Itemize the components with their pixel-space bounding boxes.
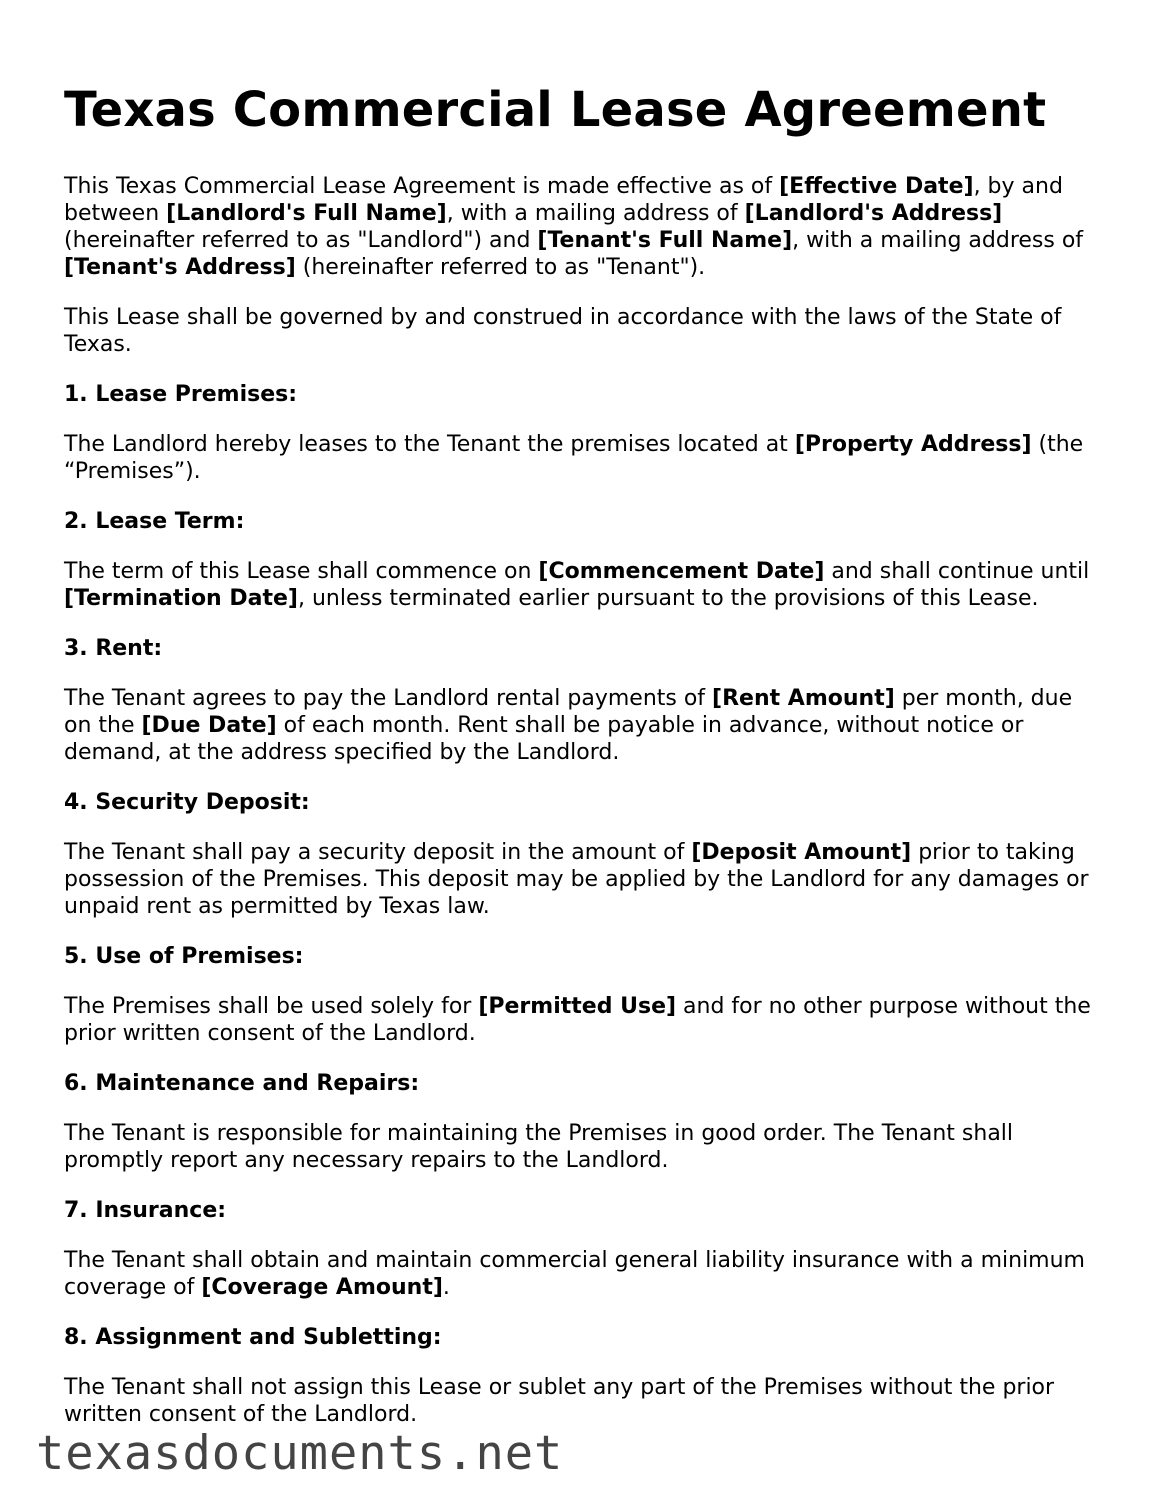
- intro-text: , with a mailing address of: [446, 201, 745, 226]
- watermark: texasdocuments.net: [36, 1426, 564, 1481]
- body-text: The Premises shall be used solely for: [64, 994, 479, 1019]
- body-text: of each month. Rent shall be payable in advance, without notice or demand, at the address specified by the Landlord.: [64, 713, 1024, 765]
- intro-text: (hereinafter referred to as "Landlord") and: [64, 228, 538, 253]
- intro-text: , with a mailing address of: [792, 228, 1084, 253]
- coverage-amount-placeholder: [Coverage Amount]: [201, 1275, 443, 1300]
- section-heading-use-of-premises: 5. Use of Premises:: [64, 944, 304, 969]
- section-body-maintenance: The Tenant is responsible for maintaining the Premises in good order. The Tenant shall promptly report any necessary repairs to the Landlord.: [64, 1121, 1014, 1173]
- section-body-insurance: [64, 1247, 1104, 1301]
- section-heading-security-deposit: 4. Security Deposit:: [64, 790, 310, 815]
- permitted-use-placeholder: [Permitted Use]: [478, 994, 677, 1019]
- body-text: (the “Premises”).: [64, 432, 1084, 484]
- body-text: and for no other purpose without the prior written consent of the Landlord.: [64, 994, 1091, 1046]
- section-heading-maintenance: 6. Maintenance and Repairs:: [64, 1071, 420, 1096]
- document-page: [64, 80, 1104, 1451]
- body-text: .: [442, 1275, 450, 1300]
- body-text: prior to taking possession of the Premises. This deposit may be applied by the Landlord for any damages or unpaid rent as permitted by Texas law.: [64, 840, 1089, 919]
- body-text: The Tenant shall obtain and maintain commercial general liability insurance with a minimum coverage of: [64, 1248, 1085, 1300]
- section-body-lease-premises: [64, 431, 1104, 485]
- due-date-placeholder: [Due Date]: [141, 713, 277, 738]
- tenant-name-placeholder: [Tenant's Full Name]: [537, 228, 793, 253]
- intro-text: , by and between: [64, 174, 1063, 226]
- landlord-address-placeholder: [Landlord's Address]: [744, 201, 1003, 226]
- tenant-address-placeholder: [Tenant's Address]: [64, 255, 296, 280]
- section-body-assignment: The Tenant shall not assign this Lease or sublet any part of the Premises without the prior written consent of the Landlord.: [64, 1375, 1055, 1427]
- governing-law-paragraph: This Lease shall be governed by and construed in accordance with the laws of the State of Texas.: [64, 305, 1062, 357]
- termination-date-placeholder: [Termination Date]: [64, 586, 298, 611]
- body-text: The Tenant agrees to pay the Landlord rental payments of: [64, 686, 713, 711]
- body-text: , unless terminated earlier pursuant to the provisions of this Lease.: [297, 586, 1039, 611]
- section-body-rent: [64, 685, 1104, 766]
- document-title: Texas Commercial Lease Agreement: [64, 82, 1047, 138]
- effective-date-placeholder: [Effective Date]: [779, 174, 974, 199]
- section-heading-rent: 3. Rent:: [64, 636, 163, 661]
- section-heading-insurance: 7. Insurance:: [64, 1198, 227, 1223]
- property-address-placeholder: [Property Address]: [794, 432, 1032, 457]
- body-text: The term of this Lease shall commence on: [64, 559, 539, 584]
- section-heading-assignment: 8. Assignment and Subletting:: [64, 1325, 442, 1350]
- deposit-amount-placeholder: [Deposit Amount]: [691, 840, 912, 865]
- intro-paragraph: [64, 173, 1104, 281]
- section-body-lease-term: [64, 558, 1104, 612]
- body-text: per month, due on the: [64, 686, 1073, 738]
- commencement-date-placeholder: [Commencement Date]: [538, 559, 825, 584]
- body-text: and shall continue until: [824, 559, 1090, 584]
- section-heading-lease-term: 2. Lease Term:: [64, 509, 245, 534]
- intro-text: This Texas Commercial Lease Agreement is made effective as of: [64, 174, 780, 199]
- landlord-name-placeholder: [Landlord's Full Name]: [166, 201, 447, 226]
- section-heading-lease-premises: 1. Lease Premises:: [64, 382, 298, 407]
- section-body-use-of-premises: [64, 993, 1104, 1047]
- body-text: The Landlord hereby leases to the Tenant the premises located at: [64, 432, 795, 457]
- rent-amount-placeholder: [Rent Amount]: [712, 686, 895, 711]
- intro-text: (hereinafter referred to as "Tenant").: [295, 255, 706, 280]
- section-body-security-deposit: [64, 839, 1104, 920]
- body-text: The Tenant shall pay a security deposit in the amount of: [64, 840, 692, 865]
